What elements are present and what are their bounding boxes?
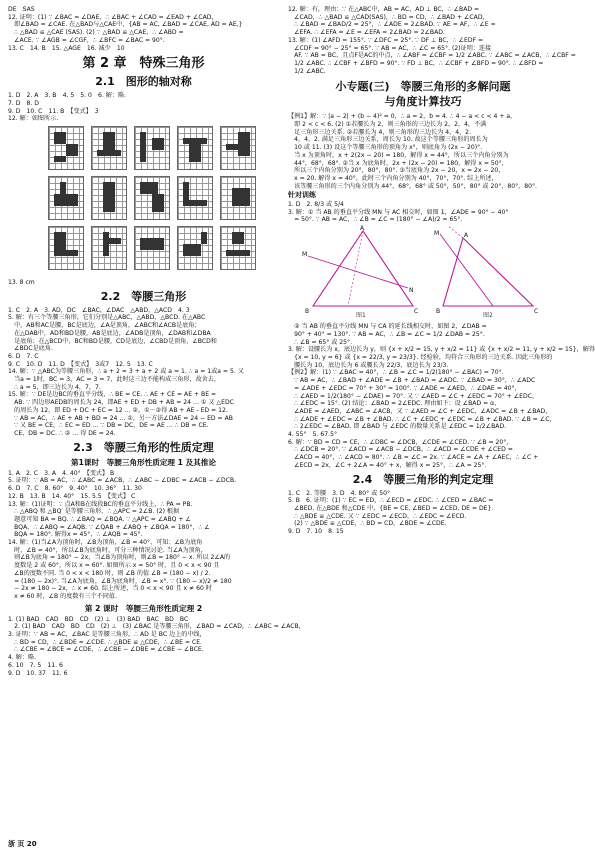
figure-label-1: 图1 — [356, 312, 366, 320]
line: 6. 解：∵ BD = CD = CE，∴ ∠DBC = ∠DCB，∠CDE = ∠CED. ∵ ∠B = 20°， — [288, 438, 513, 446]
line: 12. 证明：(1) ∵ ∠BAC = ∠DAE，∴ ∠BAC + ∠CAD = ∠EAD + ∠CAD， — [8, 13, 218, 21]
line: 中，AB和AC是腰，BC是底边，∠A是顶角，∠ABC和∠ACB是底角； — [8, 322, 201, 330]
svg-text:C: C — [534, 308, 539, 316]
topic-title-line-1: 小专题(三) 等腰三角形的多解问题 — [335, 80, 511, 94]
line: ∠B的度数不同. 当 0 < x < 180 时，则 ∠B 的值 ∠B = (180 − x) / 2. — [8, 569, 211, 577]
line: ∴ ∠EDC = 15°. (2) 结论：∠BAD = 2∠EDC. 理由如下：设 ∠BAD = α， — [288, 400, 501, 408]
grid-cell-figure — [220, 126, 256, 170]
svg-text:B: B — [305, 308, 310, 316]
line: ∠BED. 在△BDE 和△CDE 中，{BE = CE, ∠BED = ∠CED, DE = DE}. — [288, 504, 494, 512]
line: 3. 解：① 当 AB 的垂直平分线 MN 与 AC 相交时，如图 1，∠ADE = 90° − 40° — [288, 208, 509, 216]
line: ∴ ∠ADE + ∠EDC = ∠B + ∠BAD. ∴ ∠C + ∠EDC + ∠EDC = ∠B + ∠BAD. ∵ ∠B = ∠C， — [288, 415, 556, 423]
line: 则∠B为底角 = 180° − 2x，当∠B为顶角时，则∠B = 180° − x. 所以 2∠A的 — [8, 554, 231, 562]
line: ∠ECD = 2x，∠C + 2∠A = 40° + x，解得 x = 25°，∴ ∠A = 25°. — [288, 461, 487, 469]
line: 该等腰三角形的三个内角分别为 44°，68°，68° 或 50°，50°，80° 或 20°，80°，80°. — [288, 182, 537, 190]
line: 10 或 11. (3) 设这个等腰三角形的顶角为 x°，则底角为 (2x − 20)°. — [288, 144, 483, 152]
grid-cell-figure — [91, 126, 127, 170]
grid-cell-figure — [220, 226, 256, 270]
line: 1. (1) BAD CAD BD CD (2) ⊥ (3) BAD BAC BD BC — [8, 615, 189, 623]
grid-cell-figure — [177, 176, 213, 220]
line: ∴ ∠DCB = 20°. ∵ ∠ACD = ∠ACB − ∠DCB，∴ ∠ACD = ∠CDE + ∠CED = — [288, 446, 513, 454]
topic-title-line-2: 与角度计算技巧 — [384, 95, 462, 109]
line: 5. 解：有三个等腰三角形，它们分别是△ABC，△ABD，△BCD. 在△ABC — [8, 314, 206, 322]
line: 所以三个内角分别为 20°，80°，80°. ③当底角为 2x − 20，x = 2x − 20， — [288, 167, 505, 175]
triangle-figures-svg — [288, 226, 558, 321]
triangle-figure-2 — [434, 226, 538, 315]
line: ∴ ∠B = 65° 或 25°. — [288, 338, 353, 346]
line: ∴ △BDE ≌ △CDE. 又 ∵ ∠EDC = ∠ECD，∴ ∠EDC = ∠ECD. — [288, 512, 467, 520]
line: x ≠ 60 时，∠B 的度数有三个不同值. — [8, 592, 117, 600]
line: 9. D 7. 10 8. 15 — [288, 528, 344, 536]
line: 9. D 10. 37 11. 6 — [8, 669, 68, 677]
lesson-title-2: 第 2 课时 等腰三角形性质定理 2 — [84, 603, 203, 613]
line: 7. D 8. D — [8, 99, 39, 107]
line: 1. D 2. 8/3 或 5/4 — [288, 201, 344, 209]
line: 44°，68°，68°. ②当 x 为底角时，2x + (2x − 20) = 180，解得 x = 50°， — [288, 159, 508, 167]
line: ∠CAD，∴ △BAD ≌ △CAD(SAS)，∴ BD = CD，∴ ∠BAD + ∠CAD， — [288, 13, 489, 21]
line: x = 20. 解得 x = 40°，此时三个内角分别为 40°，70°，70°. 综上所述， — [288, 174, 498, 182]
line: ∴ a = 5，即三边长为 4，7，7. — [8, 383, 101, 391]
line: 的周长为 12，即 ED + DC + EC = 12 … ②，①－②得 AB + AE - ED = 12. — [8, 406, 228, 414]
line: ∴ BD = CD，∴ ∠BDE = ∠CDE. ∴ △BDE ≌ △CDE，∴ ∠BE = CE. — [8, 638, 203, 646]
line: 当a = 1时，BC = 3，AC = 3 = 7，此时这三边不能构成三角形，故舍去， — [8, 376, 220, 384]
line: ∴ △ABQ 和 △BQ′ 是等腰三角形，∴ △APC = 2∠B. (2) 根据 — [8, 508, 180, 516]
line: 2. (1) BAD CAD BD CD (2) ⊥ (3) ∠BAC 是等腰三角形，∠BAD = ∠CAD，∴ ∠ABC = ∠ACB， — [8, 623, 305, 631]
line: BQA，∴ ∠ABQ = ∠AQB. ∵ ∠QAB + ∠ABQ + ∠BQA = 180°，∴ ∠ — [8, 523, 210, 531]
line: 即 2 < c < 6. (2) ①若腰长为 2，则三角形的三边长为 2，2，4，不满 — [288, 121, 487, 129]
svg-text:B: B — [436, 308, 441, 316]
line: ∵ 又 BE = CE，∴ EC = ED … ∵ DB = DC，DE = AE … ∴ DB = CE. — [8, 422, 209, 430]
grid-cell-figure — [220, 176, 256, 220]
line: 5. 证明：∵ AB = AC，∴ ∠ABC = ∠ACB，∴ ∠ABC − ∠DBC = ∠ACB − ∠DCB. — [8, 477, 237, 485]
line: = (180 − 2x)°. 当∠A为底角，∠B为底角时，∠B = x°. ∵ (180 − x)/2 ≠ 180 — [8, 577, 232, 585]
line: 12. B 13. B 14. 40° 15. 5.5 【变式】 C — [8, 492, 136, 500]
line: ∠BDC是底角. — [8, 345, 53, 353]
grid-cell-figure — [48, 126, 84, 170]
line: ∴ ∠CBE = ∠BCE = ∠CDE，∴ ∠CBE − ∠DBE = ∠CBE − ∠BCE. — [8, 646, 204, 654]
line: 6. D 7. C — [8, 352, 39, 360]
section-title-2-4: 2.4 等腰三角形的判定定理 — [352, 472, 494, 486]
grid-cell-figure — [177, 126, 213, 170]
line: 6. D 7. C 8. 60° 9. 40° 10. 36° 11. 30 — [8, 485, 142, 493]
topic-title — [288, 79, 558, 109]
line: 当 x 为顶角时，x + 2(2x − 20) = 180，解得 x = 44°，所以三个内角分别为 — [288, 151, 509, 159]
line: 13. 解：(1) ∠AFD = 155°. ∵ ∠DFC = 25°. ∵ DF ⊥ BC，∴ ∠EDF = — [288, 36, 484, 44]
line: 12. 解：有，理由：∵ 在△ABC中，AB = AC，AD ⊥ BC，∴ ∠BAD = — [288, 6, 480, 13]
line: 1. A 2. C 3. A 4. 40° 【变式】 B — [8, 469, 115, 477]
svg-text:M: M — [302, 251, 308, 259]
line: 1. C 2. A 3. AD，DC ∠BAC，∠DAC △ABD，△ACD 4. 3 — [8, 306, 190, 314]
svg-text:A: A — [360, 225, 365, 233]
line: 5. B 6. 证明：(1) ∵ EC = ED，∴ ∠ECD = ∠EDC. ∴ ∠CED = ∠BAC = — [288, 497, 494, 505]
line: 1. D 2. A 3. B 4. 5 5. 0 6. 解：略. — [8, 92, 126, 100]
line: 3. 解：设腰长为 x，底边长为 y，则 {x + x/2 = 15, y + x/2 = 11} 或 {x + x/2 = 11, y + x/2 = 15}，解得 — [288, 346, 595, 354]
lesson-title-1: 第1课时 等腰三角形性质定理 1 及其推论 — [71, 457, 216, 467]
line: 是底角；在△BCD中，BC和BD是腰，CD是底边，∠CBD是顶角，∠BCD和 — [8, 337, 217, 345]
line: ∴ ∠BAD = ∠BAD/2 = 25°，∴ ∠ADE = 2∠BAD. ∵ AE = AF，∴ ∠E = — [288, 21, 496, 29]
svg-text:N: N — [409, 287, 414, 295]
line: ∠ACE. ∵ ∠AGB = ∠CGF，∴ ∠BFC = ∠BAC = 90°. — [8, 36, 165, 44]
line: 1/2 ∠ABC. — [288, 67, 326, 75]
grid-cell-figure — [91, 176, 127, 220]
line: 1/2 ∠ABC. ∴ ∠CBF + ∠BFD = 90°. ∵ FD ⊥ BC，∴ ∠CBF + ∠BFD = 90°. ∴ ∠BFD = — [288, 59, 544, 67]
line: ② 当 AB 的垂直平分线 MN 与 CA 的延长线相交时，如图 2，∠DAB = — [288, 323, 487, 331]
line: ∴ 2∠EDC = ∠BAD. 即 ∠BAD 与 ∠EDC 的数量关系是 ∠EDC = 1/2∠BAD. — [288, 423, 507, 431]
line: ∴ ∠AED = 1/2(180° − ∠DAE) = 70°. 又 ∵ ∠AED = ∠C + ∠EDC = 70° + ∠EDC， — [288, 392, 539, 400]
grid-cell-figure — [177, 226, 213, 270]
line: 12. 解：如图所示. — [8, 115, 59, 123]
line: 4，4，2. 满足三角形三边关系，周长为 10. 故这个等腰三角形的周长为 — [288, 136, 488, 144]
page-footer: 浙 页 20 — [8, 840, 37, 848]
line: 【例1】解：∵ |a − 2| + (b − 4)² = 0，∴ a = 2，b = 4. ∴ 4 − a < c < 4 + a， — [288, 113, 517, 121]
grid-cell-figure — [134, 176, 170, 220]
line: − 2x ≠ 180 − 2x，∴ x ≠ 60. 综上所述，当 0 < x < 90 且 x ≠ 60 时 — [8, 585, 212, 593]
line: 题意可知 BA = BQ. ∴ ∠BAQ = ∠BQA. ∵ △APC = ∠ABQ + ∠ — [8, 515, 191, 523]
line: 足三角形三边关系. ②若腰长为 4，则三角形的三边长为 4，4，2. — [288, 128, 471, 136]
figure-label-2: 图2 — [483, 312, 493, 320]
section-title-2-3: 2.3 等腰三角形的性质定理 — [73, 440, 214, 454]
line: AB. ∵ 四边形AEDB的周长为 24，即AE + ED + DB + AB = 24 … ① 又 △EDC — [8, 399, 234, 407]
line: 14. 解：(1)当∠A为顶角时，∠B为顶角，∠B = 40°，可知：∠B为底角 — [8, 539, 203, 547]
line: 14. 解：∵ △ABC为等腰三角形，∴ a + 2 = 3 + a + 2 或 a = 1. ∴ a = 1或a = 5. 又 — [8, 368, 244, 376]
line: 13. 8 cm — [8, 279, 35, 287]
line: ∠EFA. ∴ ∠EFA = ∠E = ∠EFA = 2∠BAD = 2∠BAD. — [288, 29, 445, 37]
line: 15. 解：∵ DE是边BC的垂直平分线，∴ BE = CE. ∴ AE + CE = AE + BE = — [8, 391, 217, 399]
line: 腰长为 10，底边长为 6 或腰长为 22/3，底边长为 23/3. — [288, 361, 449, 369]
line: = 50°. ∵ AB = AC，∴ ∠B = ∠C = (180° − ∠A)/2 = 65°. — [288, 216, 463, 224]
svg-text:M: M — [434, 230, 440, 238]
line: 【例2】解：(1) ∵ ∠BAC = 40°，∴ ∠B = ∠C = 1/2(180° − ∠BAC) = 70°. — [288, 369, 504, 377]
line: CE，DB = DC. ∴ ② … 得 DE = 24. — [8, 429, 116, 437]
line: 9. C 10. D 11. D 【变式】 3或7 12. 5 13. C — [8, 360, 153, 368]
line: 13. C 14. B 15. △AGE 16. 减少 10 — [8, 44, 125, 52]
line: 3. 证明：∵ AB = AC，∠BAC 是等腰三角形，∴ AD 是 BC 边上的中线， — [8, 631, 206, 639]
line: 度数是 2 或 60°，所以 x = 60°. 如图所示 x = 50° 时，且 0 < x < 90 且 — [8, 562, 220, 570]
line: AF. ∵ AB = BC，且点F是AC的中点，∴ ∠ABF = ∠CBF = 1/2 ∠ABC. ∵ ∠ABC = ∠ACB，∴ ∠CBF = — [288, 52, 576, 60]
line: DE SAS — [8, 6, 35, 13]
line: ∵ AB = AC，∴ AE + AB + BD = 24 … ①，另一方法∠DAE = 24 − ED = AB — [8, 414, 233, 422]
line: 6. 10 7. 5 11. 6 — [8, 661, 63, 669]
grid-cell-figure — [48, 176, 84, 220]
line: 时，∠B = 40°，所以∠B为底角时，可分三种情况讨论. 当∠A为顶角， — [8, 546, 207, 554]
line: ∴ △BAD ≌ △CAE (SAS). (2) ∵ △BAD ≌ △CAE，∴ ∠ABD = — [8, 29, 184, 37]
grid-cell-figure — [134, 226, 170, 270]
svg-text:C: C — [414, 308, 419, 316]
line: 90° + 40° = 130°. ∵ AB = AC，∴ ∠B = ∠C = 1/2 ∠DAB = 25°. — [288, 330, 485, 338]
line: 在△DAB中，AD和BD是腰，AB是底边，∠ADB是顶角，∠DAB和∠DBA — [8, 329, 211, 337]
line: 4. 解：略. — [8, 654, 36, 662]
axis-symmetry-grid-figures — [48, 126, 258, 276]
triangle-figure-1 — [302, 225, 418, 315]
grid-cell-figure — [48, 226, 84, 270]
line: ∠ADE = ∠AED，∠ABC = ∠ACB，又 ∵ ∠AED = ∠C + ∠EDC，∠ADC = ∠B + ∠BAD， — [288, 407, 552, 415]
line: ∠ACD = 40°，∴ ∠ACD = 80°. ∴ ∠B = ∠C = 2x. ∵ ∠ACE = ∠A + ∠AEC，∴ ∠C + — [288, 454, 539, 462]
line: 1. C 2. 等腰 3. D 4. 80° 或 50° — [288, 489, 390, 497]
line: BQA = 180°. 解得x = 45°，∴ ∠AQB = 45°. — [8, 531, 143, 539]
line: 即∠BAD = ∠CAE. 在△BAD与△CAE中，{AB = AC, ∠BAD = ∠CAE, AD = AE,} — [8, 21, 243, 29]
line: {x = 10, y = 6} 或 {x = 22/3, y = 23/3}. 经检验，均符合三角形的三边关系. 因此三角形的 — [288, 353, 553, 361]
triangle-figures — [288, 226, 558, 321]
line: 9. D 10. C 11. B 【变式】 3 — [8, 107, 99, 115]
chapter-title: 第 2 章 特殊三角形 — [82, 56, 205, 72]
training-label: 针对训练 — [288, 191, 316, 200]
line: ∵ AB = AC，∴ ∠BAD + ∠ADE = ∠B + ∠BAD = ∠ADC. ∵ ∠BAD = 30°，∴ ∠ADC — [288, 377, 536, 385]
line: (2) ∵ △BDE ≌ △CDE，∴ BD = CD，∠BDE = ∠CDE. — [288, 520, 447, 528]
line: 13. 解：(1)证明：∵ 点A和B在线段BC的垂直平分线上，∴ PA = PB. — [8, 500, 193, 508]
grid-cell-figure — [91, 226, 127, 270]
right-column — [288, 6, 595, 536]
grid-cell-figure — [134, 126, 170, 170]
line: ∠CDF = 90° − 25° = 65°. ∵ AB = AC，∴ ∠C = 65°. (2)证明：连接 — [288, 44, 492, 52]
svg-text:A: A — [464, 232, 469, 240]
line: 4. 55° 5. 67.5° — [288, 431, 338, 439]
line: = ∠ADE + ∠EDC = 70° + 30° = 100°. ∵ ∠ADE = ∠AED，∴ ∠DAE = 40°， — [288, 384, 521, 392]
section-title-2-1: 2.1 图形的轴对称 — [95, 75, 192, 89]
section-title-2-2: 2.2 等腰三角形 — [100, 289, 187, 303]
